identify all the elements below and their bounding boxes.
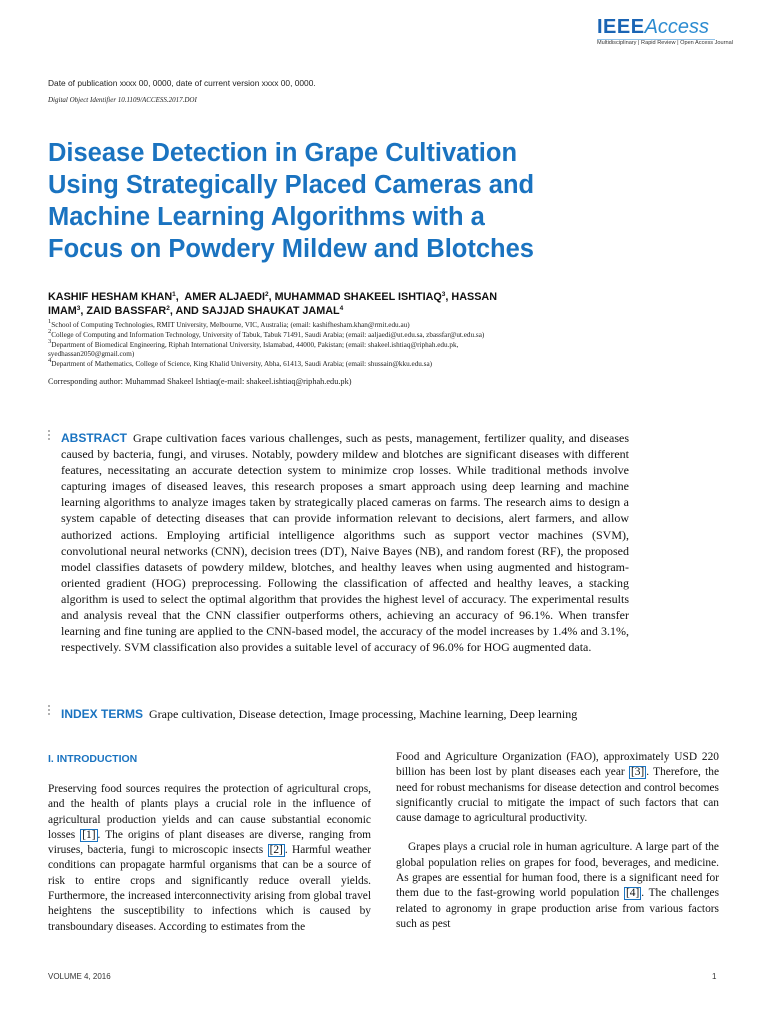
affiliation-text: Department of Mathematics, College of Science, King Khalid University, Abha, 61413, Saudi Arabia; (email: shussain@kku.edu.sa) <box>51 360 433 369</box>
author-sep: , <box>175 291 185 303</box>
paragraph-text: Preserving food sources requires the protection of agricultural crops, and the health of plants plays a crucial role in the influence of agricultural production yields and can cause substantial economic losses <box>48 783 371 841</box>
paragraph-text: . Therefore, the need for robust mechanisms for disease detection and control becomes significantly crucial to mitigate the impact of such factors that can cause damage to agricultural productivity. <box>396 766 719 825</box>
paragraph <box>396 840 719 932</box>
citation-link[interactable]: [4] <box>626 887 640 900</box>
affiliation-mark: 3 <box>48 337 52 345</box>
abstract <box>61 430 629 655</box>
author-sep: , <box>445 291 452 303</box>
corresponding-author: Corresponding author: Muhammad Shakeel Ishtiaq(e-mail: shakeel.ishtiaq@riphah.edu.pk) <box>48 377 352 386</box>
left-column <box>48 782 371 935</box>
affiliation-text: School of Computing Technologies, RMIT University, Melbourne, VIC, Australia; (email: kashifhesham.khan@rmit.edu.au) <box>51 321 410 329</box>
paper-title <box>48 137 708 265</box>
footer-page-number: 1 <box>712 972 717 981</box>
author-affil-mark: 2 <box>265 291 269 298</box>
paragraph-text: . The origins of plant diseases are diverse, ranging from viruses, bacteria, fungi to microscopic insects <box>48 828 371 857</box>
title-line: Machine Learning Algorithms with a <box>48 203 485 231</box>
section-heading: I. INTRODUCTION <box>48 753 138 765</box>
citation-link[interactable]: [1] <box>82 828 96 841</box>
author-affil-mark: 2 <box>166 305 170 312</box>
abstract-marker-icon <box>48 430 51 442</box>
citation-link[interactable]: [2] <box>269 844 283 857</box>
affiliation-mark: 2 <box>48 327 52 335</box>
author-sep: , <box>80 305 87 317</box>
right-column <box>396 750 719 932</box>
title-line: Using Strategically Placed Cameras and <box>48 171 535 199</box>
affiliation-text: College of Computing and Information Technology, University of Tabuk, Tabuk 71491, Saudi Arabia; (email: aaljaedi@ut.edu.sa, zbassfar@ut.edu.sa) <box>51 330 485 339</box>
abstract-text: Grape cultivation faces various challenges, such as pests, management, fertilizer quality, and diseases caused by bacteria, fungi, and viruses. Notably, powdery mildew and blotches are significant diseases with different features, necessitating an accurate detection system to minimize crop losses. While traditional methods involve capturing images of diseased leaves, this research proposes a smart approach using deep learning and machine learning algorithms to analyze images taken by strategically placed cameras on farms. The research aims to design a system capable of detecting diseases that can provide information relevant to decisions, alert farmers, and allow authorized actions. Employing artificial intelligence algorithms such as support vector machines (SVM), convolutional neural networks (CNN), decision trees (DT), Naive Bayes (NB), and random forest (RF), the proposed model classifies datasets of powdery mildew, blotches, and healthy leaves when using augmented and histogram-oriented gradient (HOG) preprocessing. Following the classification of affected and healthy leaves, a stacking algorithm is used to select the optimal algorithm that provides the highest level of accuracy. The experimental results and analysis reveal that the CNN classifier outperforms others, achieving an accuracy of 96.1%. When transfer learning and fine tuning are applied to the CNN-based model, the accuracy of the model increases by 1.4% and 3.1%, respectively. SVM classification also provides a suitable level of accuracy of 96.0% for HOG augmented data. <box>61 431 629 655</box>
affiliation-item <box>48 350 708 360</box>
author-affil-mark: 4 <box>339 305 344 312</box>
author-line-1 <box>48 290 608 304</box>
affiliation-text: Department of Biomedical Engineering, Riphah International University, Islamabad, 44000, Pakistan; (email: shakeel.ishtiaq@riphah.edu.pk, <box>51 340 459 349</box>
logo-access-text: Access <box>644 16 710 38</box>
logo-tagline: Multidisciplinary | Rapid Review | Open Access Journal <box>597 40 733 46</box>
publication-date: Date of publication xxxx 00, 0000, date of current version xxxx 00, 0000. <box>48 78 316 88</box>
paragraph-text: Grapes plays a crucial role in human agriculture. A large part of the global population relies on grapes for food, beverages, and medicine. As grapes are essential for human food, there is a significant need for them due to the fast-growing world population <box>396 841 719 900</box>
author-name: IMAM <box>48 305 77 317</box>
abstract-label: ABSTRACT <box>61 431 127 445</box>
paragraph-text: . Harmful weather conditions can propagate harmful organisms that can be a source of risk to entire crops and significantly reduce overall yields. Furthermore, the increased interconnectivity arising from global travel heightens the susceptibility to infections which is caused by transboundary diseases. According to estimates from the <box>48 844 371 933</box>
doi-line: Digital Object Identifier 10.1109/ACCESS.2017.DOI <box>48 96 197 104</box>
ieee-access-logo <box>597 16 733 50</box>
affiliations <box>48 318 708 370</box>
author-sep: , <box>169 305 176 317</box>
title-line: Disease Detection in Grape Cultivation <box>48 139 518 167</box>
paragraph-text: . The challenges related to agronomy in grape production arise from various factors such as pest <box>396 887 720 930</box>
logo-underline <box>597 39 715 40</box>
footer-volume: VOLUME 4, 2016 <box>48 972 111 981</box>
affiliation-text: syedhassan2050@gmail.com) <box>48 350 135 359</box>
author-line-2 <box>48 304 608 318</box>
paragraph <box>396 750 719 826</box>
affiliation-item <box>48 327 708 341</box>
author-name: ZAID BASSFAR <box>86 305 167 317</box>
author-affil-mark: 3 <box>441 291 446 298</box>
author-name: AND SAJJAD SHAUKAT JAMAL <box>175 305 340 317</box>
title-line: Focus on Powdery Mildew and Blotches <box>48 235 534 263</box>
affiliation-mark: 4 <box>48 357 52 365</box>
affiliation-item <box>48 357 708 370</box>
author-name: HASSAN <box>451 291 497 303</box>
author-sep: , <box>268 291 275 303</box>
index-terms-label: INDEX TERMS <box>61 707 144 721</box>
logo-ieee-text: IEEE <box>597 16 645 38</box>
affiliation-mark: 1 <box>48 318 52 325</box>
affiliation-item <box>48 337 708 351</box>
author-affil-mark: 1 <box>172 291 176 298</box>
author-list <box>48 290 608 318</box>
index-terms-text: Grape cultivation, Disease detection, Image processing, Machine learning, Deep learning <box>149 707 578 721</box>
index-terms <box>61 707 641 722</box>
author-name: AMER ALJAEDI <box>184 291 265 303</box>
author-name: KASHIF HESHAM KHAN <box>48 291 173 303</box>
index-terms-marker-icon <box>48 705 51 717</box>
author-affil-mark: 3 <box>76 305 81 312</box>
paragraph-text: Food and Agriculture Organization (FAO), approximately USD 220 billion has been lost by plant diseases each year <box>396 751 719 779</box>
affiliation-item <box>48 318 708 331</box>
author-name: MUHAMMAD SHAKEEL ISHTIAQ <box>274 291 442 303</box>
citation-link[interactable]: [3] <box>630 766 645 779</box>
